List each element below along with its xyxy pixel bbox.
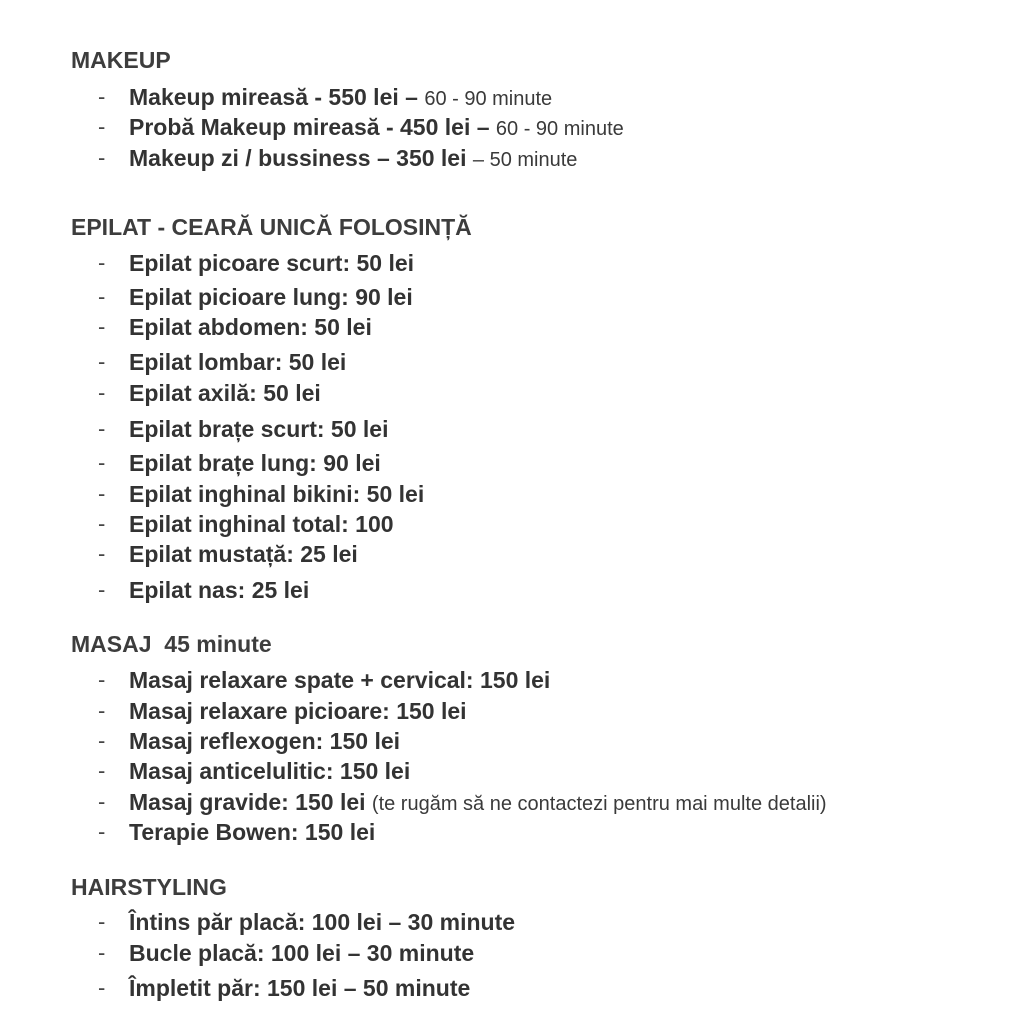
section-title-epilat: EPILAT - CEARĂ UNICĂ FOLOSINȚĂ xyxy=(71,214,472,240)
list-dash: - xyxy=(98,541,106,566)
item-label: Terapie Bowen: 150 lei xyxy=(129,819,376,845)
item-label: Epilat mustață: 25 lei xyxy=(129,541,358,567)
item-label: Epilat brațe scurt: 50 lei xyxy=(129,416,389,442)
item-label: Masaj relaxare spate + cervical: 150 lei xyxy=(129,667,551,693)
list-dash: - xyxy=(98,511,106,536)
list-dash: - xyxy=(98,789,106,814)
item-label: Epilat axilă: 50 lei xyxy=(129,380,321,406)
list-dash: - xyxy=(98,698,106,723)
item-label: Epilat picoare scurt: 50 lei xyxy=(129,250,415,276)
list-dash: - xyxy=(98,728,106,753)
item-label: Împletit păr: 150 lei – 50 minute xyxy=(129,975,471,1001)
item-label: Întins păr placă: 100 lei – 30 minute xyxy=(129,909,516,935)
section-title-masaj: MASAJ 45 minute xyxy=(71,631,272,657)
list-dash: - xyxy=(98,416,106,441)
item-label: Epilat abdomen: 50 lei xyxy=(129,314,372,340)
list-dash: - xyxy=(98,940,106,965)
item-label: Masaj relaxare picioare: 150 lei xyxy=(129,698,467,724)
list-dash: - xyxy=(98,349,106,374)
list-dash: - xyxy=(98,250,106,275)
list-dash: - xyxy=(98,667,106,692)
list-dash: - xyxy=(98,481,106,506)
item-label: Probă Makeup mireasă - 450 lei – 60 - 90 minute xyxy=(129,114,624,140)
item-label: Epilat nas: 25 lei xyxy=(129,577,310,603)
item-label: Makeup zi / bussiness – 350 lei – 50 minute xyxy=(129,145,578,171)
item-label: Bucle placă: 100 lei – 30 minute xyxy=(129,940,475,966)
list-dash: - xyxy=(98,819,106,844)
list-dash: - xyxy=(98,758,106,783)
section-title-makeup: MAKEUP xyxy=(71,47,171,73)
list-dash: - xyxy=(98,909,106,934)
list-dash: - xyxy=(98,84,106,109)
list-dash: - xyxy=(98,577,106,602)
item-note: 60 - 90 minute xyxy=(495,118,624,140)
section-title-hairstyling: HAIRSTYLING xyxy=(71,874,227,900)
section-duration: 45 minute xyxy=(164,631,272,657)
item-note: – 50 minute xyxy=(472,149,578,171)
item-label: Epilat brațe lung: 90 lei xyxy=(129,450,381,476)
list-dash: - xyxy=(98,114,106,139)
item-label: Epilat inghinal bikini: 50 lei xyxy=(129,481,425,507)
list-dash: - xyxy=(98,975,106,1000)
item-label: Masaj gravide: 150 lei (te rugăm să ne contactezi pentru mai multe detalii) xyxy=(129,789,827,815)
list-dash: - xyxy=(98,380,106,405)
list-dash: - xyxy=(98,284,106,309)
list-dash: - xyxy=(98,145,106,170)
item-label: Makeup mireasă - 550 lei – 60 - 90 minute xyxy=(129,84,553,110)
list-dash: - xyxy=(98,314,106,339)
item-label: Epilat inghinal total: 100 xyxy=(129,511,394,537)
list-dash: - xyxy=(98,450,106,475)
item-label: Masaj reflexogen: 150 lei xyxy=(129,728,401,754)
item-label: Masaj anticelulitic: 150 lei xyxy=(129,758,411,784)
item-note: (te rugăm să ne contactezi pentru mai multe detalii) xyxy=(371,793,827,815)
item-label: Epilat picioare lung: 90 lei xyxy=(129,284,413,310)
item-note: 60 - 90 minute xyxy=(424,88,553,110)
item-label: Epilat lombar: 50 lei xyxy=(129,349,347,375)
